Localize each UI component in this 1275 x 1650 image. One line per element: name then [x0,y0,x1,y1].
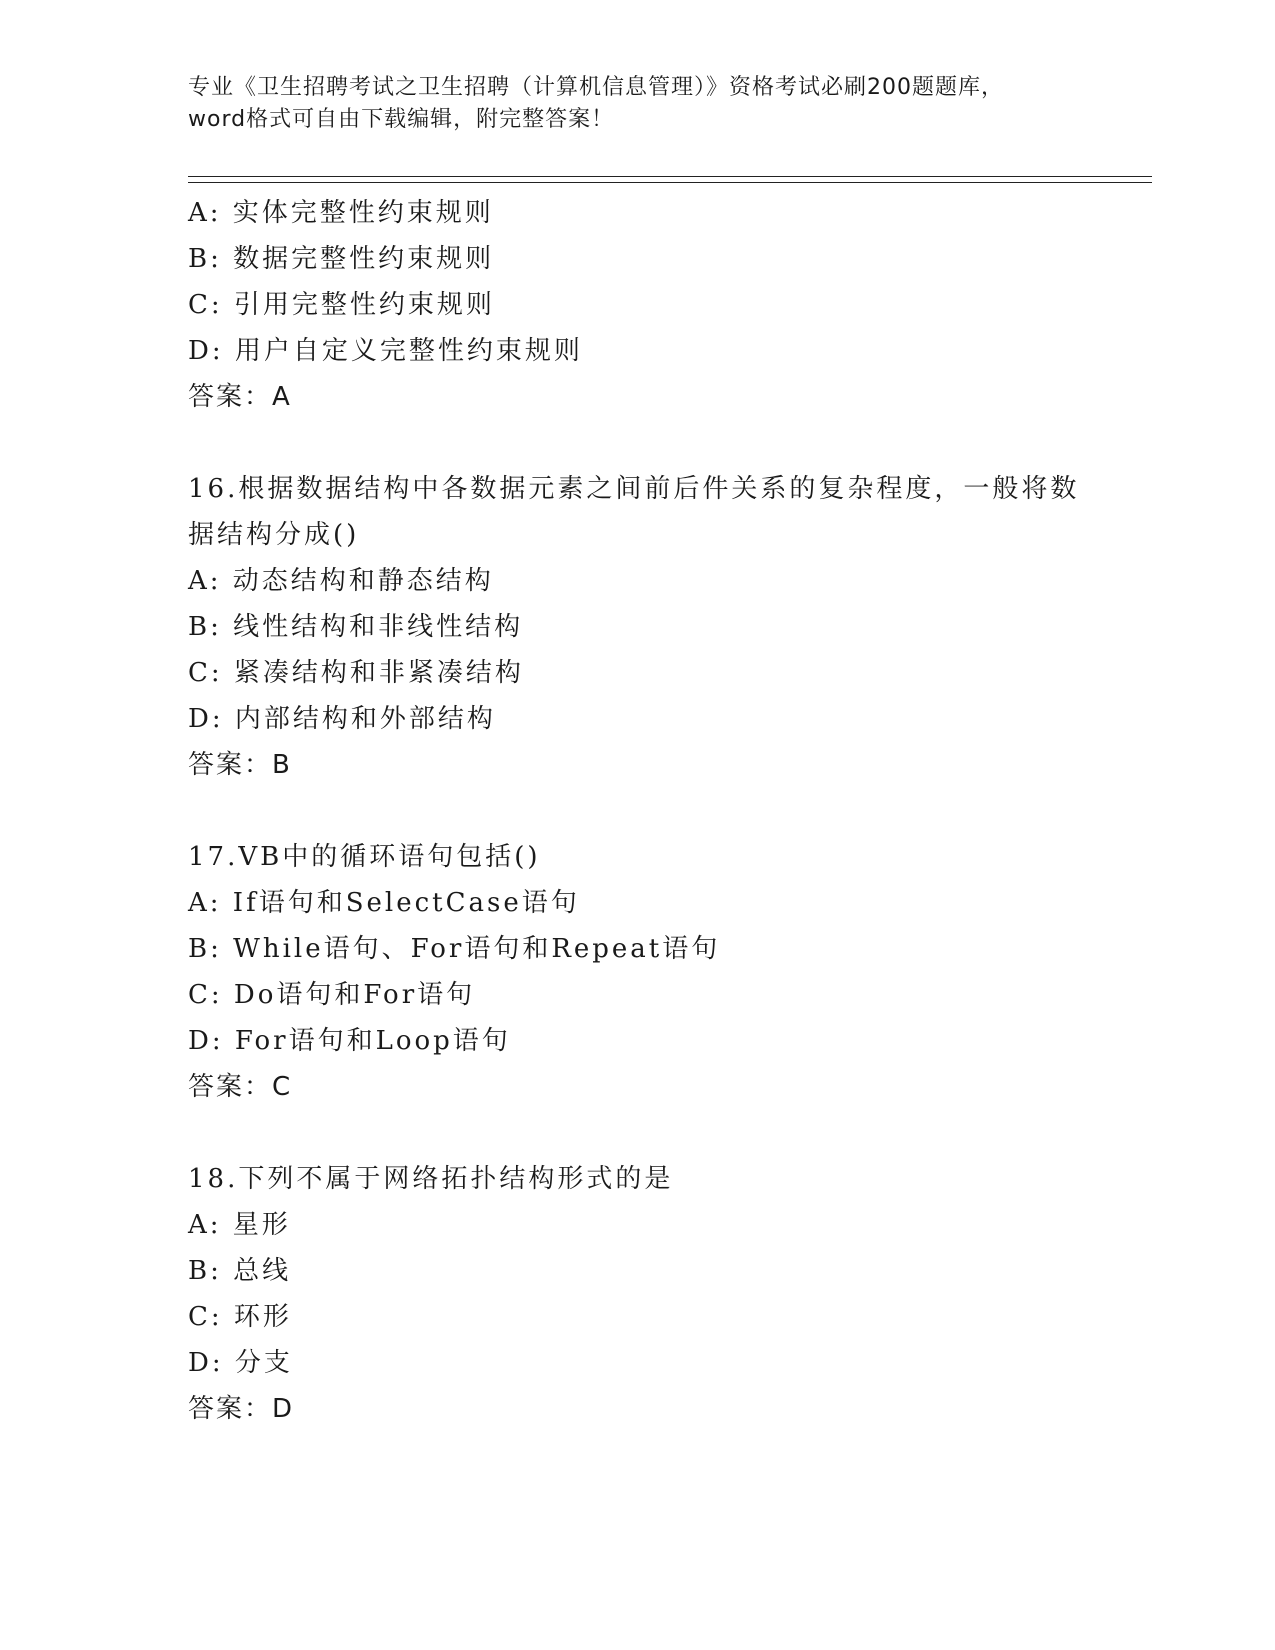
question-17-block [188,834,1128,1110]
answer-line: 答案：D [188,1394,295,1424]
option-b: B: 数据完整性约束规则 [188,244,495,274]
answer-line: 答案：C [188,1072,293,1102]
option-d: D: 分支 [188,1348,293,1378]
option-c: C: 紧凑结构和非紧凑结构 [188,658,524,688]
question-16-block [188,466,1128,788]
option-a: A: 星形 [188,1210,291,1240]
option-c: C: 引用完整性约束规则 [188,290,495,320]
spacer [188,788,1128,834]
option-d: D: 用户自定义完整性约束规则 [188,336,583,366]
question-15-block [188,190,1128,420]
option-d: D: For语句和Loop语句 [188,1026,511,1056]
option-a: A: 实体完整性约束规则 [188,198,494,228]
option-a: A: If语句和SelectCase语句 [188,888,580,918]
question-16-text-line-2: 据结构分成() [188,520,360,550]
option-d: D: 内部结构和外部结构 [188,704,496,734]
spacer [188,1110,1128,1156]
header-line-2: word格式可自由下载编辑，附完整答案！ [188,107,615,132]
option-a: A: 动态结构和静态结构 [188,566,494,596]
spacer [188,420,1128,466]
answer-line: 答案：B [188,750,292,780]
option-c: C: 环形 [188,1302,292,1332]
question-17-text: 17.VB中的循环语句包括() [188,842,541,872]
question-18-text: 18.下列不属于网络拓扑结构形式的是 [188,1164,674,1194]
answer-line: 答案：A [188,382,292,412]
option-b: B: 线性结构和非线性结构 [188,612,524,642]
question-content [188,190,1128,1432]
question-16-text-line-1: 16.根据数据结构中各数据元素之间前后件关系的复杂程度，一般将数 [188,474,1080,504]
option-b: B: While语句、For语句和Repeat语句 [188,934,721,964]
header-divider-top [188,176,1152,177]
option-c: C: Do语句和For语句 [188,980,476,1010]
option-b: B: 总线 [188,1256,292,1286]
question-18-block [188,1156,1128,1432]
header-line-1: 专业《卫生招聘考试之卫生招聘（计算机信息管理）》资格考试必刷200题题库， [188,75,1004,100]
header-divider-bottom [188,182,1152,183]
document-header [188,72,1088,136]
